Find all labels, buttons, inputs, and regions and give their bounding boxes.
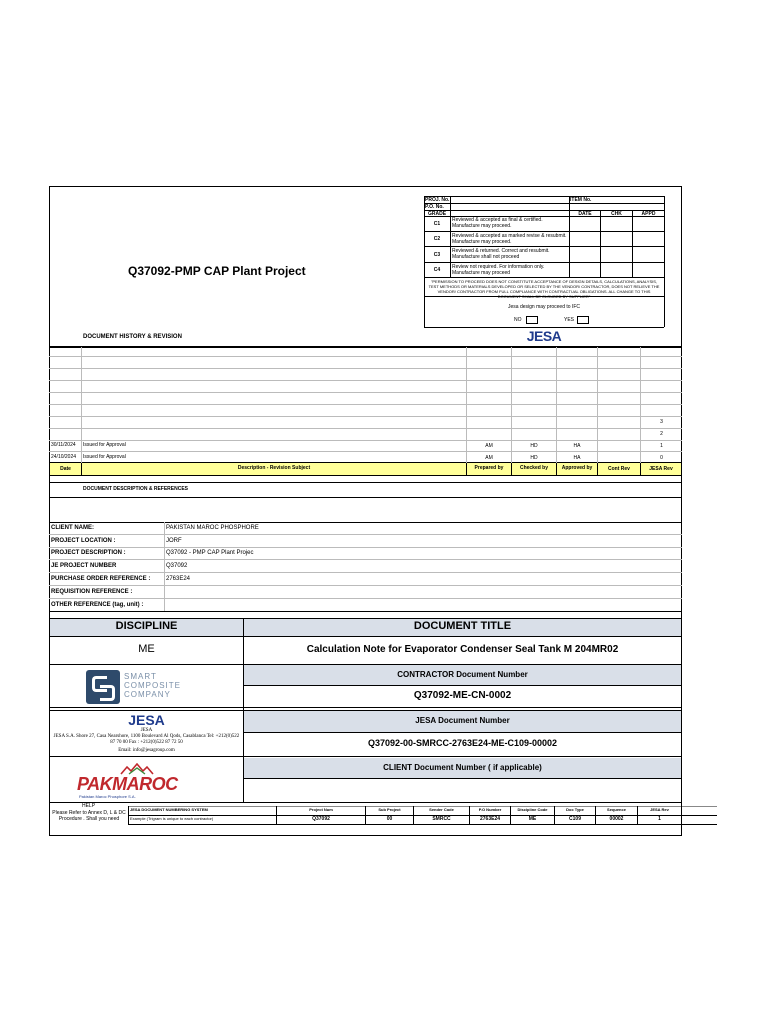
jesa-stamp-logo: JESA [526,328,562,344]
num-val: SMRCC [432,816,451,822]
num-col: Sub Project [378,807,401,812]
numbering-system-label: JESA DOCUMENT NUMBERING SYSTEM [130,807,208,812]
grade-code: C3 [433,252,441,258]
grade-code: C2 [433,236,441,242]
grade-label: GRADE [427,211,447,217]
jesa-header: JESA Document Number [415,716,510,725]
col-cont-rev: Cont Rev [608,466,630,472]
chk-label: CHK [611,211,622,217]
pakmaroc-emblem-icon [117,762,157,774]
po-no-label: P.O. No. [425,204,444,210]
history-label: DOCUMENT HISTORY & REVISION [83,334,182,340]
ref-label: REQUISITION REFERENCE : [51,589,133,595]
col-jesa-rev: JESA Rev [649,466,673,472]
yes-checkbox[interactable] [577,316,589,324]
ref-value: 2763E24 [166,576,191,582]
contractor-number: Q37092-ME-CN-0002 [413,690,512,701]
grade-code: C4 [433,267,441,273]
rev-date: 30/11/2024 [51,442,76,448]
rev-app: HA [573,443,581,449]
num-col: Sequence [607,807,626,812]
jesa-logo-sub: JESA [140,728,153,733]
ref-value: PAKISTAN MAROC PHOSPHORE [166,525,259,531]
rev-prep: AM [485,443,493,449]
num-val: ME [528,816,537,822]
num-col: Project Num [309,807,333,812]
ref-label: PROJECT DESCRIPTION : [51,550,126,556]
grade-text: Reviewed & accepted as final & certified. Manufacture may proceed. [452,217,543,229]
pakmaroc-logo-sub: Pakistan Maroc Phosphore S.A. [79,794,136,799]
pakmaroc-logo-block [75,762,195,800]
num-val: 2763E24 [479,816,501,822]
numbering-example-label: Example (Trigram is unique to each contractor) [130,816,214,821]
ref-label: PURCHASE ORDER REFERENCE : [51,576,151,582]
contractor-header: CONTRACTOR Document Number [397,670,528,679]
date-label: DATE [578,211,592,217]
rev-app: HA [573,455,581,461]
num-val: 00 [386,816,393,822]
jesa-logo-block [52,712,241,756]
numbering-system [49,803,717,827]
help-label: HELP [81,803,96,809]
rev-desc: Issued for Approval [83,454,126,460]
col-checked: Checked by [519,465,549,471]
appd-label: APPD [641,211,656,217]
description-label: DOCUMENT DESCRIPTION & REFERENCES [83,486,189,492]
jesa-address: JESA S.A. Shore 27, Casa Nearshore, 1100 Boulevard Al Qods, Casablanca Tel: +212(0)522 87 70 00 Fax : +212(0)522 87 72 50 [53,734,240,745]
revision-header-row [50,463,681,475]
num-col: Sender Code [429,807,454,812]
no-label: NO [514,317,522,323]
doc-title-header: DOCUMENT TITLE [413,620,512,632]
num-col: P.O Number [478,807,502,812]
contractor-logo-line2: COMPOSITE [124,681,182,690]
yes-label: YES [564,317,575,323]
ref-label: PROJECT LOCATION : [51,538,116,544]
grade-text: Reviewed & returned. Correct and resubmit. Manufacture shall not proceed [452,248,550,260]
num-col: JESA Rev [650,807,669,812]
doc-title-value: Calculation Note for Evaporator Condenser Seal Tank M 204MR02 [306,644,619,655]
help-text: Please Refer to Annex D, L & DC Procedure . Shall you need [52,810,126,822]
jesa-email: Email: info@jesagroup.com [118,748,175,753]
ref-label: CLIENT NAME: [51,525,94,531]
col-approved: Approved by [561,465,593,471]
rev-jesa: 2 [660,431,663,437]
jesa-logo: JESA [128,712,165,728]
item-no-label: ITEM No. [570,197,592,203]
discipline-value: ME [138,643,155,655]
discipline-header: DISCIPLINE [115,620,178,632]
jesa-number: Q37092-00-SMRCC-2763E24-ME-C109-00002 [367,738,558,748]
num-val: 00002 [609,816,624,822]
proj-no-label: PROJ. No. [425,197,450,203]
ref-value: Q37092 - PMP CAP Plant Projec [166,550,254,556]
pakmaroc-logo: PAKMAROC [77,774,178,794]
rev-jesa: 1 [660,443,663,449]
smart-composite-mark-icon [86,670,120,704]
grade-code: C1 [433,221,441,227]
ref-label: OTHER REFERENCE (tag, unit) : [51,602,144,608]
num-col: Discipline Code [517,807,548,812]
num-val: 1 [658,816,661,822]
col-prepared: Prepared by [474,465,504,471]
col-desc: Description - Revision Subject [237,465,311,471]
rev-date: 24/10/2024 [51,454,77,460]
approval-box [424,196,665,346]
grade-text: Reviewed & accepted as marked revise & resubmit. Manufacture may proceed. [452,233,567,245]
disclaimer-text: "PERMISSION TO PROCEED DOES NOT CONSTITUTE ACCEPTANCE OF DESIGN DETAILS, CALCULATIONS, ANALYSIS, TEST METHODS OR MATERIALS DEVELOPED OR SELECTED BY THE VENDOR/ CONTRACTOR, DOES NOT RELIEVE THE VENDOR/ CONTRACTOR FROM FULL COMPLIANCE WITH CONTRACTUAL OBLIGATIONS. ALL CHANGE TO THIS DOCUMENT SHALL BE CLOUDED BY SUPPLIER" [428,279,660,299]
ifc-question: Jesa design may proceed to IFC [508,304,580,310]
rev-chk: HD [530,443,538,449]
grade-text: Review not required. For information only. Manufacture may proceed [452,264,545,276]
no-checkbox[interactable] [526,316,538,324]
contractor-logo [86,669,196,705]
ref-label: JE PROJECT NUMBER [51,563,117,569]
contractor-logo-line3: COMPANY [124,690,171,699]
project-title: Q37092-PMP CAP Plant Project [128,264,306,278]
rev-prep: AM [485,455,493,461]
col-date: Date [60,466,71,472]
ref-value: Q37092 [166,563,188,569]
contractor-logo-line1: SMART [124,672,157,681]
ref-value: JORF [166,538,182,544]
num-val: Q37092 [312,816,330,822]
rev-jesa: 3 [660,419,663,425]
rev-chk: HD [530,455,538,461]
rev-desc: Issued for Approval [83,442,126,448]
num-val: C109 [569,816,581,822]
rev-jesa: 0 [660,455,663,461]
client-header: CLIENT Document Number ( if applicable) [383,763,542,772]
num-col: Doc Type [566,807,584,812]
